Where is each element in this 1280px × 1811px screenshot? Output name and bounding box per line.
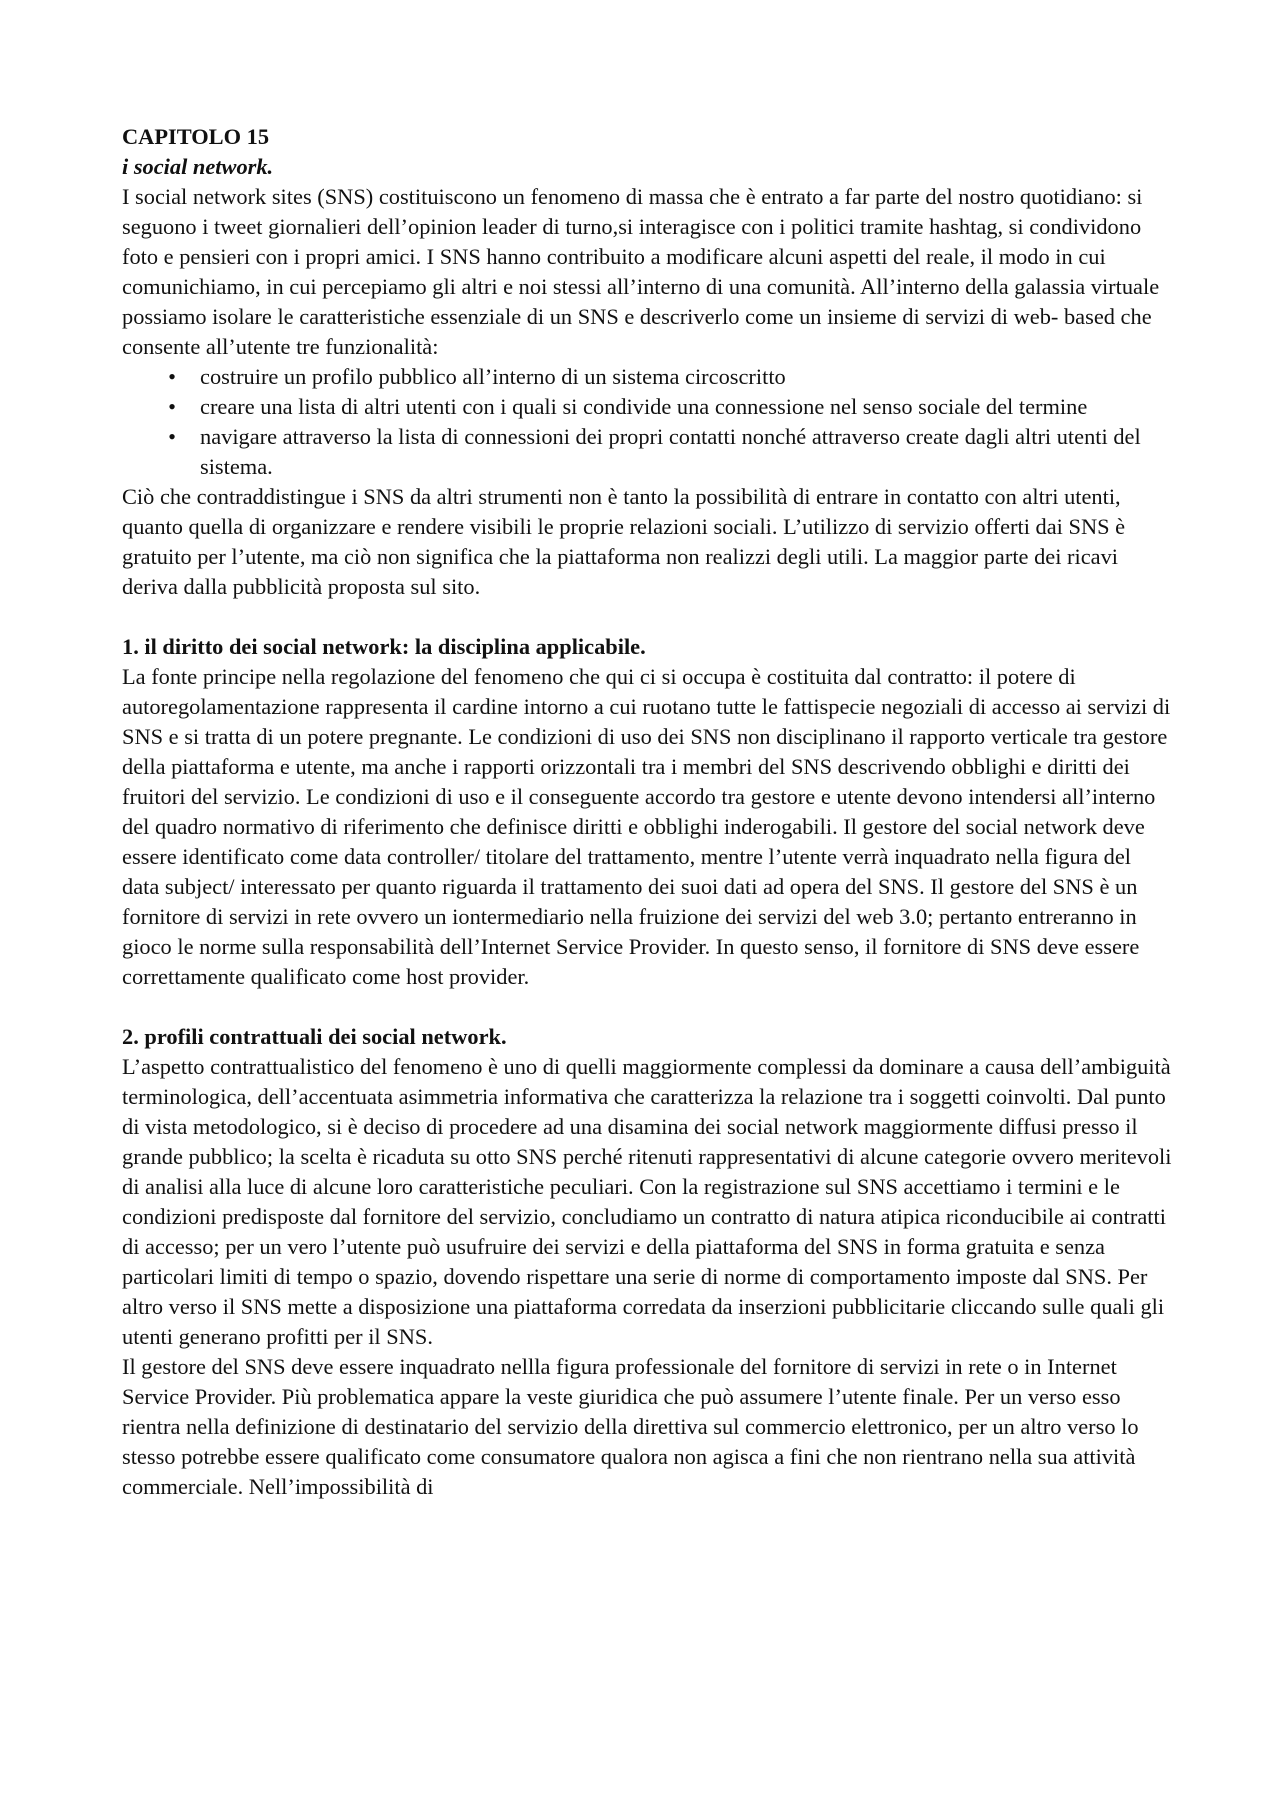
intro-paragraph: I social network sites (SNS) costituiscono un fenomeno di massa che è entrato a far parte del nostro quotidiano: si seguono i tweet giornalieri dell’opinion leader di turno,si interagisce con i politici tramite hashtag, si condividono foto e pensieri con i propri amici. I SNS hanno contribuito a modificare alcuni aspetti del reale, il modo in cui comunichiamo, in cui percepiamo gli altri e noi stessi all’interno di una comunità. All’interno della galassia virtuale possiamo isolare le caratteristiche essenziale di un SNS e descriverlo come un insieme di servizi di web- based che consente all’utente tre funzionalità: xyxy=(122,184,1160,359)
chapter-title: CAPITOLO 15 xyxy=(122,124,270,149)
section-1-paragraph: La fonte principe nella regolazione del fenomeno che qui ci si occupa è costituita dal contratto: il potere di autoregolamentazione rappresenta il cardine intorno a cui ruotano tutte le fattispecie negoziali di accesso ai servizi di SNS e si tratta di un potere pregnante. Le condizioni di uso dei SNS non disciplinano il rapporto verticale tra gestore della piattaforma e utente, ma anche i rapporti orizzontali tra i membri del SNS descrivendo obblighi e diritti dei fruitori del servizio. Le condizioni di uso e il conseguente accordo tra gestore e utente devono intendersi all’interno del quadro normativo di riferimento che definisce diritti e obblighi inderogabili. Il gestore del social network deve essere identificato come data controller/ titolare del trattamento, mentre l’utente verrà inquadrato nella figura del data subject/ interessato per quanto riguarda il trattamento dei suoi dati ad opera del SNS. Il gestore del SNS è un fornitore di servizi in rete ovvero un iontermediario nella fruizione dei servizi del web 3.0; pertanto entreranno in gioco le norme sulla responsabilità dell’Internet Service Provider. In questo senso, il fornitore di SNS deve essere correttamente qualificato come host provider. xyxy=(122,664,1171,989)
section-2-paragraph-1: L’aspetto contrattualistico del fenomeno è uno di quelli maggiormente complessi da dominare a causa dell’ambiguità terminologica, dell’accentuata asimmetria informativa che caratterizza la relazione tra i soggetti coinvolti. Dal punto di vista metodologico, si è deciso di procedere ad una disamina dei social network maggiormente diffusi presso il grande pubblico; la scelta è ricaduta su otto SNS perché ritenuti rappresentativi di alcune categorie ovvero meritevoli di analisi alla luce di alcune loro caratteristiche peculiari. Con la registrazione sul SNS accettiamo i termini e le condizioni predisposte dal fornitore del servizio, concludiamo un contratto di natura atipica riconducibile ai contratti di accesso; per un vero l’utente può usufruire dei servizi e della piattaforma del SNS in forma gratuita e senza particolari limiti di tempo o spazio, dovendo rispettare una serie di norme di comportamento imposte dal SNS. Per altro verso il SNS mette a disposizione una piattaforma corredata da inserzioni pubblicitarie cliccando sulle quali gli utenti generano profitti per il SNS. xyxy=(122,1054,1172,1349)
list-item xyxy=(122,392,1172,422)
chapter-subtitle: i social network. xyxy=(122,154,274,179)
list-item-text: navigare attraverso la lista di connessioni dei propri contatti nonché attraverso create dagli altri utenti del sistema. xyxy=(200,424,1141,479)
list-item xyxy=(122,362,1172,392)
section-2-paragraph-2: Il gestore del SNS deve essere inquadrato nellla figura professionale del fornitore di servizi in rete o in Internet Service Provider. Più problematica appare la veste giuridica che può assumere l’utente finale. Per un verso esso rientra nella definizione di destinatario del servizio della direttiva sul commercio elettronico, per un altro verso lo stesso potrebbe essere qualificato come consumatore qualora non agisca a fini che non rientrano nella sua attività commerciale. Nell’impossibilità di xyxy=(122,1354,1139,1499)
list-item xyxy=(122,422,1172,482)
document-page xyxy=(122,122,1172,1502)
section-2-heading: 2. profili contrattuali dei social network. xyxy=(122,1024,507,1049)
bullet-icon: • xyxy=(168,394,176,419)
list-item-text: costruire un profilo pubblico all’interno di un sistema circoscritto xyxy=(200,364,786,389)
bullet-icon: • xyxy=(168,424,176,449)
bullet-icon: • xyxy=(168,364,176,389)
section-1-heading: 1. il diritto dei social network: la disciplina applicabile. xyxy=(122,634,646,659)
list-item-text: creare una lista di altri utenti con i quali si condivide una connessione nel senso sociale del termine xyxy=(200,394,1088,419)
intro-closing-paragraph: Ciò che contraddistingue i SNS da altri strumenti non è tanto la possibilità di entrare in contatto con altri utenti, quanto quella di organizzare e rendere visibili le proprie relazioni sociali. L’utilizzo di servizio offerti dai SNS è gratuito per l’utente, ma ciò non significa che la piattaforma non realizzi degli utili. La maggior parte dei ricavi deriva dalla pubblicità proposta sul sito. xyxy=(122,484,1126,599)
functionality-list xyxy=(122,362,1172,482)
